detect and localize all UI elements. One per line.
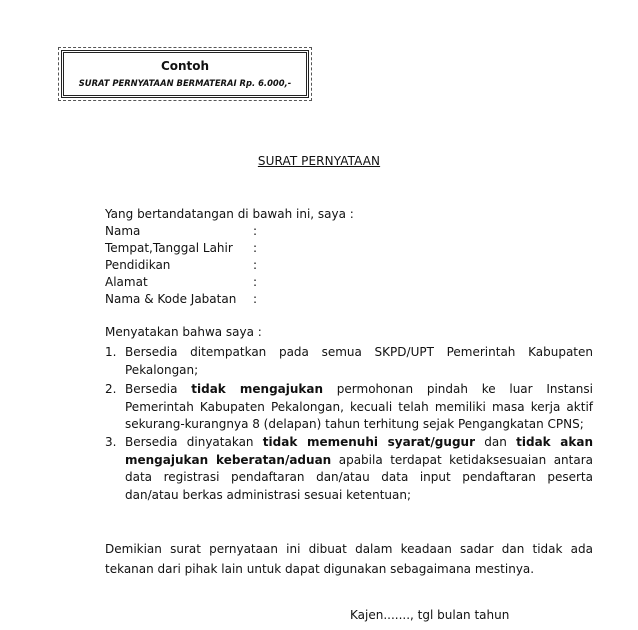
field-alamat xyxy=(105,275,305,292)
field-label: Nama & Kode Jabatan xyxy=(105,292,237,306)
item-text: Bersedia xyxy=(125,382,192,397)
item-text-bold: tidak akan mengajukan keberatan/aduan xyxy=(125,434,593,467)
statement-item xyxy=(105,434,593,504)
stamp-subtitle: SURAT PERNYATAAN BERMATERAI Rp. 6.000,- xyxy=(78,78,292,88)
intro-text: Yang bertandatangan di bawah ini, saya : xyxy=(105,207,354,221)
statement-item xyxy=(105,344,593,379)
stamp-title: Contoh xyxy=(160,59,210,73)
item-text: dan xyxy=(475,434,517,449)
field-colon: : xyxy=(253,241,258,255)
statement-list xyxy=(105,344,593,504)
field-nama xyxy=(105,224,305,241)
item-text: apabila terdapat ketidaksesuaian antara data registrasi pendaftaran dan/atau data input pendaftaran peserta dan/atau berkas administrasi sesuai ketentuan; xyxy=(125,452,593,502)
field-colon: : xyxy=(253,224,258,238)
item-number: 1. xyxy=(105,345,117,359)
field-pendidikan xyxy=(105,258,305,275)
item-text: Bersedia ditempatkan pada semua SKPD/UPT Pemerintah Kabupaten Pekalongan; xyxy=(125,345,593,377)
statement-item xyxy=(105,381,593,434)
statement-intro: Menyatakan bahwa saya : xyxy=(105,325,262,339)
item-text-bold: tidak memenuhi syarat/gugur xyxy=(262,434,475,449)
item-number: 3. xyxy=(105,434,117,449)
closing-statement: Demikian surat pernyataan ini dibuat dalam keadaan sadar dan tidak ada tekanan dari pihak lain untuk dapat digunakan sebagaimana mestinya. xyxy=(105,542,593,576)
document-title: SURAT PERNYATAAN xyxy=(257,154,381,168)
item-text-bold: tidak mengajukan xyxy=(191,382,324,397)
item-text: Bersedia dinyatakan xyxy=(125,434,263,449)
field-label: Pendidikan xyxy=(105,258,171,272)
item-text: permohonan pindah ke luar Instansi Pemerintah Kabupaten Pekalongan, kecuali telah memiliki masa kerja aktif sekurang-kurangnya 8 (delapan) tahun terhitung sejak Pengangkatan CPNS; xyxy=(125,382,593,432)
field-label: Tempat,Tanggal Lahir xyxy=(105,241,233,255)
field-colon: : xyxy=(253,292,258,306)
field-colon: : xyxy=(253,275,258,289)
example-stamp-box xyxy=(61,50,309,98)
field-label: Alamat xyxy=(105,275,148,289)
field-nama-kode-jabatan xyxy=(105,292,305,309)
field-colon: : xyxy=(253,258,258,272)
item-number: 2. xyxy=(105,382,117,397)
field-label: Nama xyxy=(105,224,141,238)
place-date-line: Kajen......., tgl bulan tahun xyxy=(350,608,510,622)
field-tempat-tanggal-lahir xyxy=(105,241,305,258)
